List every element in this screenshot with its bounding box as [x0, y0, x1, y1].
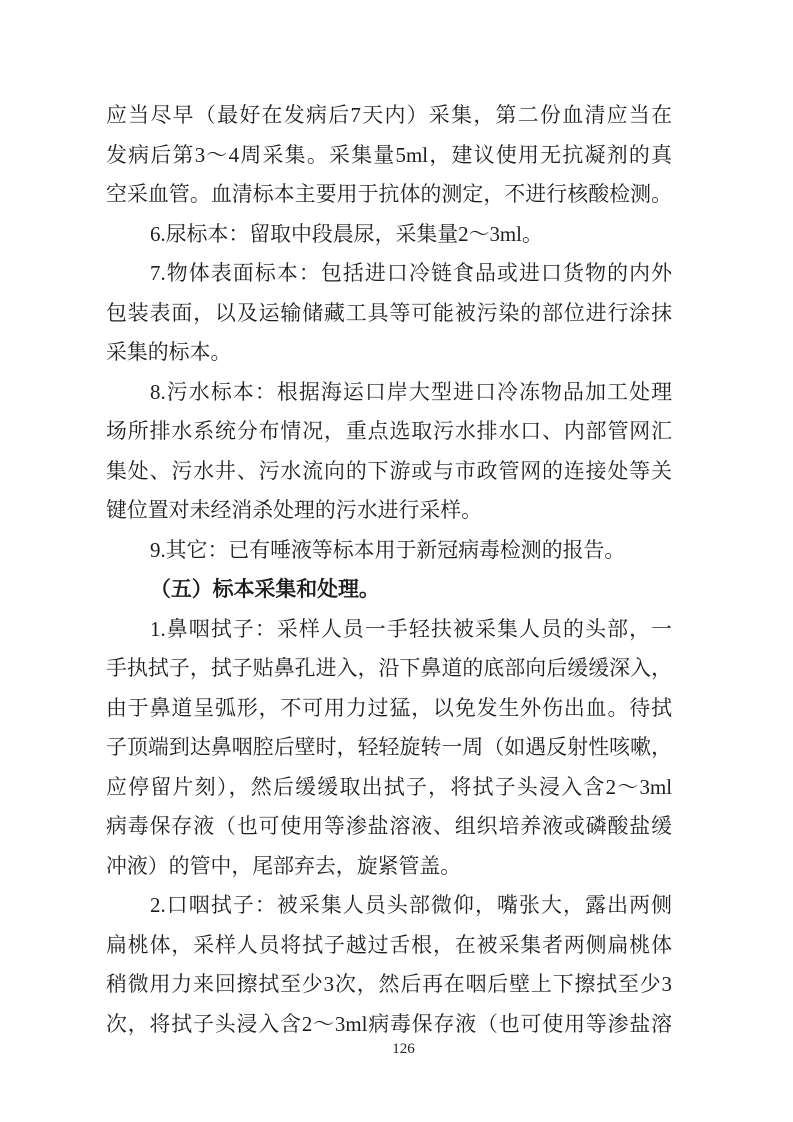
paragraph-item-9-other — [106, 531, 672, 571]
text-line: 发病后第3～4周采集。采集量5ml，建议使用无抗凝剂的真 — [106, 142, 672, 167]
text-line: 8.污水标本：根据海运口岸大型进口冷冻物品加工处理 — [150, 379, 672, 404]
text-line: 采集的标本。 — [106, 340, 232, 364]
text-line: 7.物体表面标本：包括进口冷链食品或进口货物的内外 — [150, 261, 672, 285]
text-line: 手执拭子，拭子贴鼻孔进入，沿下鼻道的底部向后缓缓深入， — [106, 656, 672, 680]
text-line: 1.鼻咽拭子：采样人员一手轻扶被采集人员的头部，一 — [150, 616, 672, 641]
text-line: 2.口咽拭子：被采集人员头部微仰，嘴张大，露出两侧 — [150, 893, 672, 917]
text-line: 应当尽早（最好在发病后7天内）采集，第二份血清应当在 — [106, 103, 672, 127]
text-line: 稍微用力来回擦拭至少3次，然后再在咽后壁上下擦拭至少3 — [106, 972, 672, 996]
section-heading: （五）标本采集和处理。 — [150, 577, 380, 601]
paragraph-serum-continuation — [106, 96, 672, 215]
paragraph-item-6-urine — [106, 215, 672, 255]
text-line: 场所排水系统分布情况，重点选取污水排水口、内部管网汇 — [106, 419, 672, 443]
text-line: 应停留片刻），然后缓缓取出拭子，将拭子头浸入含2～3ml — [106, 774, 672, 799]
page-number: 126 — [392, 1041, 415, 1057]
text-line: 键位置对未经消杀处理的污水进行采样。 — [106, 498, 483, 522]
paragraph-item-1-nasopharyngeal-swab — [106, 610, 672, 887]
text-line: 病毒保存液（也可使用等渗盐溶液、组织培养液或磷酸盐缓 — [106, 814, 672, 838]
text-line: 次，将拭子头浸入含2～3ml病毒保存液（也可使用等渗盐溶 — [106, 1011, 672, 1036]
text-line: 由于鼻道呈弧形，不可用力过猛，以免发生外伤出血。待拭 — [106, 695, 672, 720]
text-line: 集处、污水井、污水流向的下游或与市政管网的连接处等关 — [106, 458, 672, 483]
text-line: 空采血管。血清标本主要用于抗体的测定，不进行核酸检测。 — [106, 182, 672, 206]
text-line: 扁桃体，采样人员将拭子越过舌根，在被采集者两侧扁桃体 — [106, 932, 672, 957]
paragraph-section-5-heading — [106, 570, 672, 610]
text-line: 6.尿标本：留取中段晨尿，采集量2～3ml。 — [150, 221, 543, 246]
text-line: 9.其它：已有唾液等标本用于新冠病毒检测的报告。 — [150, 537, 626, 562]
document-text-block — [106, 96, 672, 1044]
paragraph-item-8-sewage — [106, 373, 672, 531]
paragraph-item-2-oropharyngeal-swab — [106, 886, 672, 1044]
text-line: 包装表面，以及运输储藏工具等可能被污染的部位进行涂抹 — [106, 300, 672, 325]
paragraph-item-7-surface — [106, 254, 672, 373]
text-line: 子顶端到达鼻咽腔后壁时，轻轻旋转一周（如遇反射性咳嗽， — [106, 735, 672, 759]
text-line: 冲液）的管中，尾部弃去，旋紧管盖。 — [106, 853, 462, 878]
